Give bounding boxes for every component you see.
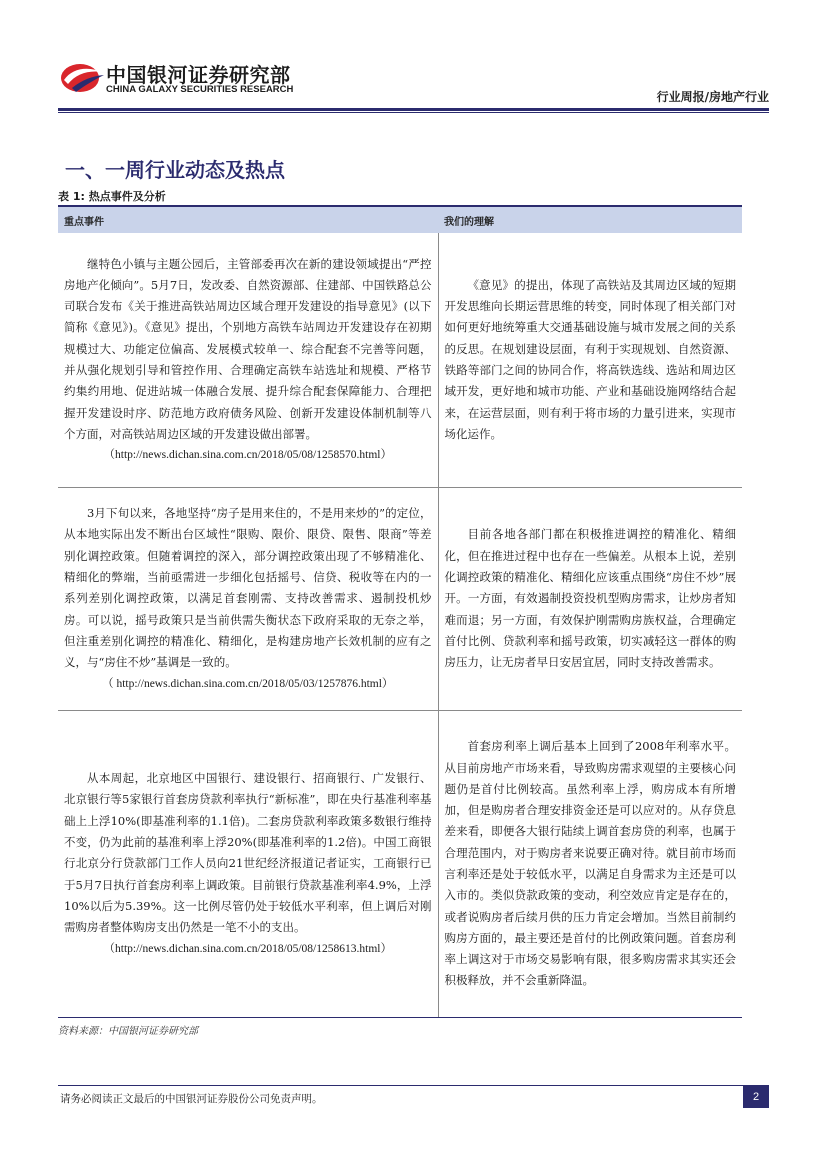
analysis-cell	[438, 488, 742, 711]
event-text: 3月下旬以来，各地坚持“房子是用来住的，不是用来炒的”的定位，从本地实际出发不断出台区域性“限购、限价、限贷、限售、限商”等差别化调控政策。但随着调控的深入，部分调控政策出现了不够精准化、精细化的弊端，当前亟需进一步细化包括摇号、信贷、税收等在内的一系列差别化调控政策，以满足首套刚需、支持改善需求、遏制投机炒房。可以说，摇号政策只是当前供需失衡状态下政府采取的无奈之举，但注重差别化调控的精准化、精细化，是构建房地产长效机制的应有之义，与“房住不炒”基调是一致的。	[64, 506, 432, 670]
source-link[interactable]: （http://news.dichan.sina.com.cn/2018/05/08/1258613.html）	[103, 942, 392, 955]
analysis-text: 目前各地各部门都在积极推进调控的精准化、精细化，但在推进过程中也存在一些偏差。从根本上说，差别化调控政策的精准化、精细化应该重点围绕“房住不炒”展开。一方面，有效遏制投资投机型购房需求，让炒房者知难而退；另一方面，有效保护刚需购房族权益，合理确定首付比例、贷款利率和摇号政策，切实减轻这一群体的购房压力，让无房者早日安居宜居，同时支持改善需求。	[444, 527, 736, 670]
analysis-cell	[438, 711, 742, 1018]
source-link[interactable]: （ http://news.dichan.sina.com.cn/2018/05/03/1257876.html）	[102, 677, 394, 690]
event-cell	[58, 488, 438, 711]
section-title: 一、一周行业动态及热点	[65, 158, 285, 182]
event-text: 继特色小镇与主题公园后，主管部委再次在新的建设领域提出“严控房地产化倾向”。5月7日，发改委、自然资源部、住建部、中国铁路总公司联合发布《关于推进高铁站周边区域合理开发建设的指导意见》(以下简称《意见》)。《意见》提出，个别地方高铁车站周边开发建设存在初期规模过大、功能定位偏高、发展模式较单一、综合配套不完善等问题，并从强化规划引导和管控作用、合理确定高铁车站选址和规模、严格节约集约用地、促进站城一体融合发展、提升综合配套保障能力、合理把握开发建设时序、防范地方政府债务风险、创新开发建设体制机制等八个方面，对高铁站周边区域的开发建设做出部署。	[64, 256, 432, 441]
table-row	[58, 711, 742, 1018]
header-divider	[58, 108, 769, 111]
column-header-events: 重点事件	[58, 206, 438, 233]
data-source-note: 资料来源：中国银河证券研究部	[58, 1026, 198, 1037]
event-cell	[58, 711, 438, 1018]
page-number: 2	[743, 1086, 769, 1108]
footer-divider	[58, 1085, 769, 1086]
table-row	[58, 488, 742, 711]
header-divider-thin	[58, 112, 769, 113]
table-header-row	[58, 206, 742, 233]
hot-events-table	[58, 205, 742, 1018]
disclaimer-text: 请务必阅读正文最后的中国银河证券股份公司免责声明。	[60, 1093, 323, 1105]
analysis-text: 《意见》的提出，体现了高铁站及其周边区域的短期开发思维向长期运营思维的转变，同时体现了相关部门对如何更好地统筹重大交通基础设施与城市发展之间的关系的反思。在规划建设层面，有利于实现规划、自然资源、铁路等部门之间的协同合作，将高铁选线、选站和周边区域开发，更好地和城市功能、产业和基础设施网络结合起来，在运营层面，则有利于将市场的力量引进来，实现市场化运作。	[444, 277, 736, 441]
analysis-text: 首套房利率上调后基本上回到了2008年利率水平。从目前房地产市场来看，导致购房需求观望的主要核心问题仍是首付比例较高。虽然利率上浮，购房成本有所增加，但是购房者合理安排资金还是可以应对的。从存贷息差来看，即便各大银行陆续上调首套房贷的利率，也属于合理范围内，对于购房者来说要正确对待。就目前市场而言利率还是处于较低水平，以满足自身需求为主还是可以入市的。类似贷款政策的变动，利空效应肯定是存在的，或者说购房者后续月供的压力肯定会增加。当然目前制约购房方面的，最主要还是首付的比例政策问题。首套房利率上调这对于市场交易影响有限，很多购房需求其实还会积极释放，并不会重新降温。	[444, 739, 736, 988]
brand-name-cn: 中国银河证券研究部	[106, 63, 291, 87]
event-cell	[58, 233, 438, 488]
source-link[interactable]: （http://news.dichan.sina.com.cn/2018/05/08/1258570.html）	[103, 449, 392, 462]
event-text: 从本周起，北京地区中国银行、建设银行、招商银行、广发银行、北京银行等5家银行首套房贷款利率执行“新标准”，即在央行基准利率基础上上浮10%(即基准利率的1.1倍)。二套房贷款利率政策多数银行维持不变，仍为此前的基准利率上浮20%(即基准利率的1.2倍)。中国工商银行北京分行贷款部门工作人员向21世纪经济报道记者证实，工商银行已于5月7日执行首套房利率上调政策。目前银行贷款基准利率4.9%，上浮10%以后为5.39%。这一比例尽管仍处于较低水平利率，但上调后对刚需购房者整体购房支出仍然是一笔不小的支出。	[64, 771, 432, 935]
analysis-cell	[438, 233, 742, 488]
document-type: 行业周报/房地产行业	[656, 90, 769, 104]
table-row	[58, 233, 742, 488]
brand-name-en: CHINA GALAXY SECURITIES RESEARCH	[106, 84, 294, 95]
table-caption: 表 1: 热点事件及分析	[58, 190, 166, 203]
column-header-analysis: 我们的理解	[438, 206, 742, 233]
